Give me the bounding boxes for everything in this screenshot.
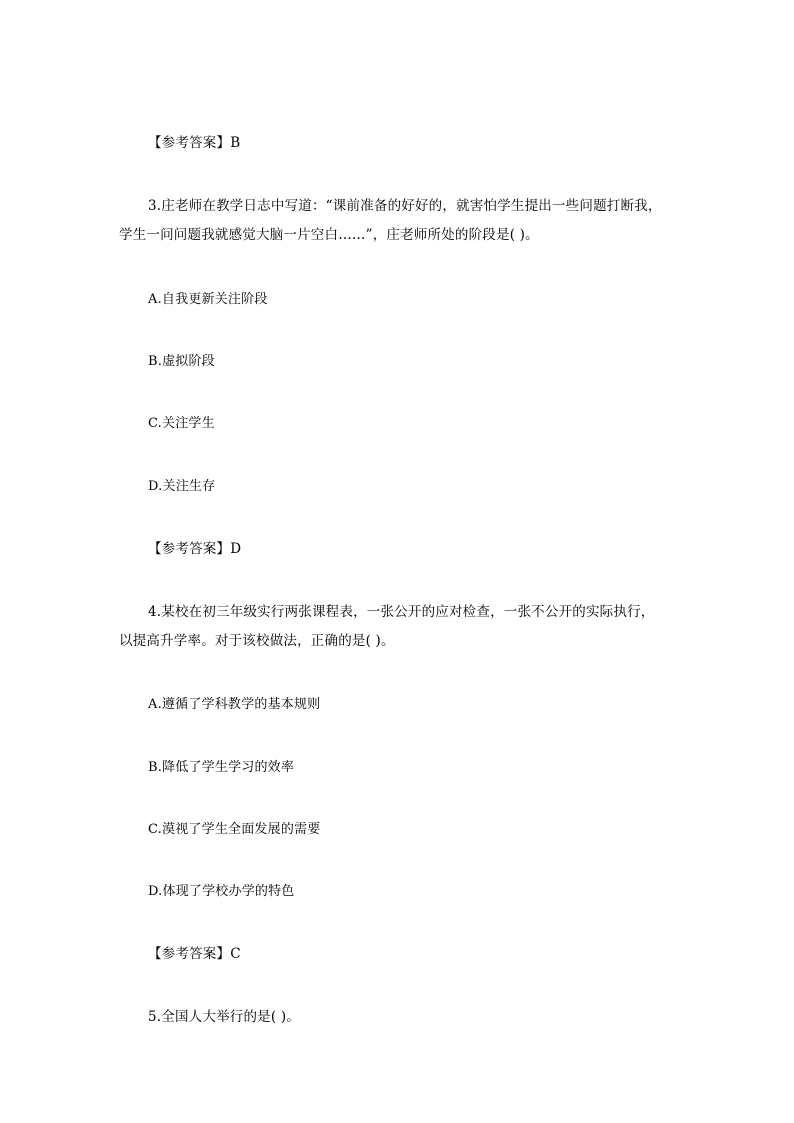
answer-key: 【参考答案】C — [148, 946, 241, 962]
question-4-text-continued: 以提高升学率。对于该校做法，正确的是( )。 — [119, 633, 395, 649]
question-3-option-c: C.关注学生 — [148, 416, 215, 431]
question-3-text-continued: 学生一问问题我就感觉大脑一片空白……”，庄老师所处的阶段是( )。 — [119, 227, 539, 243]
answer-key: 【参考答案】B — [148, 135, 241, 151]
question-4-option-c: C.漠视了学生全面发展的需要 — [148, 822, 321, 837]
question-3-option-b: B.虚拟阶段 — [148, 354, 215, 369]
question-3-option-d: D.关注生存 — [148, 479, 216, 494]
question-3-text: 3.庄老师在教学日志中写道：“课前准备的好好的，就害怕学生提出一些问题打断我， — [148, 198, 662, 214]
question-4-option-a: A.遵循了学科教学的基本规则 — [148, 697, 321, 712]
answer-key: 【参考答案】D — [148, 541, 242, 557]
question-4-text: 4.某校在初三年级实行两张课程表，一张公开的应对检查，一张不公开的实际执行， — [148, 604, 655, 620]
question-3-option-a: A.自我更新关注阶段 — [148, 292, 268, 307]
question-4-option-d: D.体现了学校办学的特色 — [148, 884, 295, 899]
question-4-option-b: B.降低了学生学习的效率 — [148, 760, 295, 775]
question-5-text: 5.全国人大举行的是( )。 — [148, 1009, 301, 1025]
